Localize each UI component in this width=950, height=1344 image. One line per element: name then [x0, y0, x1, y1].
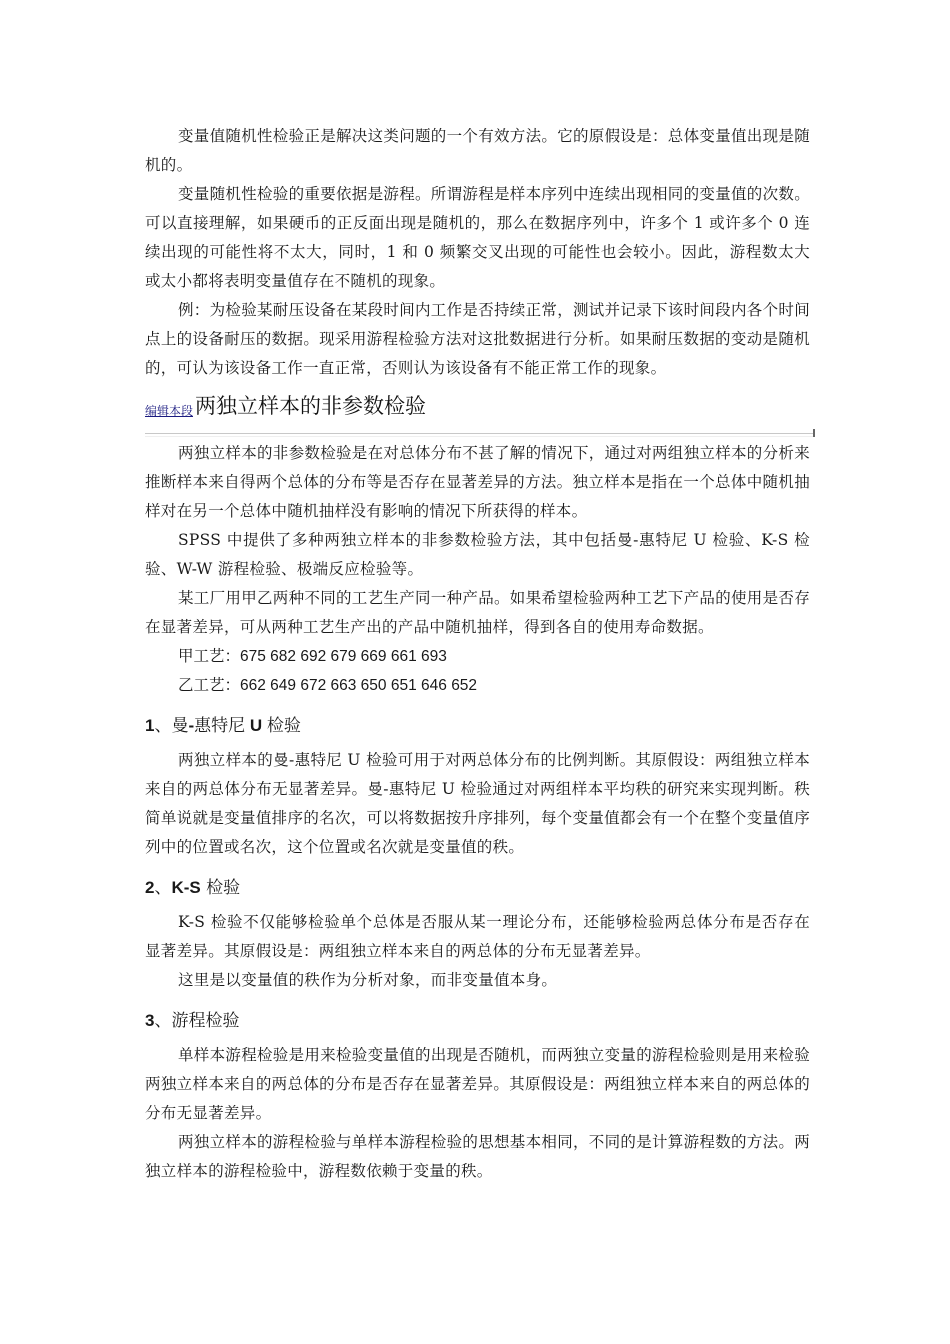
subheading-1-number: 1 [145, 716, 155, 735]
runs-paragraph-1: 单样本游程检验是用来检验变量值的出现是否随机，而两独立变量的游程检验则是用来检验两独立样本来自的两总体的分布是否存在显著差异。其原假设是：两组独立样本来自的两总体的分布无显著差异。 [145, 1046, 811, 1122]
divider-cap [813, 429, 815, 437]
subheading-mann-whitney [145, 711, 810, 741]
section-paragraph-3: 某工厂用甲乙两种不同的工艺生产同一种产品。如果希望检验两种工艺下产品的使用是否存在显著差异，可从两种工艺生产出的产品中随机抽样，得到各自的使用寿命数据。 [145, 589, 811, 636]
section-divider [145, 433, 813, 437]
intro-paragraph-1: 变量值随机性检验正是解决这类问题的一个有效方法。它的原假设是：总体变量值出现是随机的。 [145, 127, 811, 174]
subheading-1-u: U [245, 716, 267, 735]
process-b-values: 662 649 672 663 650 651 646 652 [240, 677, 478, 694]
process-a-label: 甲工艺： [178, 647, 241, 665]
subheading-1-title-b: 惠特尼 [194, 716, 246, 736]
process-b-label: 乙工艺： [178, 676, 241, 694]
subheading-runs [145, 1006, 810, 1036]
subheading-2-title: 检验 [200, 878, 241, 898]
subheading-3-number: 3 [145, 1011, 155, 1030]
subheading-ks [145, 873, 810, 903]
subheading-1-sep: 、 [154, 716, 172, 736]
section-title: 两独立样本的非参数检验 [195, 394, 427, 418]
mann-whitney-paragraph: 两独立样本的曼-惠特尼 U 检验可用于对两总体分布的比例判断。其原假设：两组独立样本来自的两总体分布无显著差异。曼-惠特尼 U 检验通过对两组样本平均秩的研究来实现判断。秩简单说就是变量值排序的名次，可以将数据按升序排列，每个变量值都会有一个在整个变量值序列中的位置或名次，这个位置或名次就是变量值的秩。 [145, 751, 810, 856]
runs-paragraph-2: 两独立样本的游程检验与单样本游程检验的思想基本相同，不同的是计算游程数的方法。两独立样本的游程检验中，游程数依赖于变量的秩。 [145, 1133, 811, 1180]
section-paragraph-2: SPSS 中提供了多种两独立样本的非参数检验方法，其中包括曼-惠特尼 U 检验、K-S 检验、W-W 游程检验、极端反应检验等。 [145, 531, 810, 578]
subheading-1-dash: - [188, 716, 195, 735]
edit-section-link[interactable]: 编辑本段 [145, 404, 194, 418]
section-paragraph-1: 两独立样本的非参数检验是在对总体分布不甚了解的情况下，通过对两组独立样本的分析来推断样本来自得两个总体的分布等是否存在显著差异的方法。独立样本是指在一个总体中随机抽样对在另一个总体中随机抽样没有影响的情况下所获得的样本。 [145, 444, 811, 520]
subheading-3-sep: 、 [154, 1011, 172, 1031]
subheading-3-title: 游程检验 [171, 1011, 240, 1031]
document-page [145, 122, 810, 1186]
section-heading [145, 387, 810, 421]
ks-paragraph-1: K-S 检验不仅能够检验单个总体是否服从某一理论分布，还能够检验两总体分布是否存在显著差异。其原假设是：两组独立样本来自的两总体的分布无显著差异。 [145, 913, 810, 960]
intro-paragraph-2: 变量随机性检验的重要依据是游程。所谓游程是样本序列中连续出现相同的变量值的次数。可以直接理解，如果硬币的正反面出现是随机的，那么在数据序列中，许多个 1 或许多个 0 连续出现的可能性将不太大，同时，1 和 0 频繁交叉出现的可能性也会较小。因此，游程数太大或太小都将表明变量值存在不随机的现象。 [145, 185, 811, 290]
intro-paragraph-3: 例：为检验某耐压设备在某段时间内工作是否持续正常，测试并记录下该时间段内各个时间点上的设备耐压的数据。现采用游程检验方法对这批数据进行分析。如果耐压数据的变动是随机的，可认为该设备工作一直正常，否则认为该设备有不能正常工作的现象。 [145, 301, 811, 377]
process-a-data [145, 642, 810, 671]
process-a-values: 675 682 692 679 669 661 693 [240, 648, 447, 665]
ks-paragraph-2: 这里是以变量值的秩作为分析对象，而非变量值本身。 [178, 971, 558, 989]
subheading-2-number: 2 [145, 878, 155, 897]
subheading-1-title-a: 曼 [171, 716, 189, 736]
subheading-2-sep: 、 [154, 878, 172, 898]
process-b-data [145, 671, 810, 700]
subheading-2-ks: K-S [171, 878, 201, 897]
subheading-1-title-c: 检验 [266, 716, 301, 736]
